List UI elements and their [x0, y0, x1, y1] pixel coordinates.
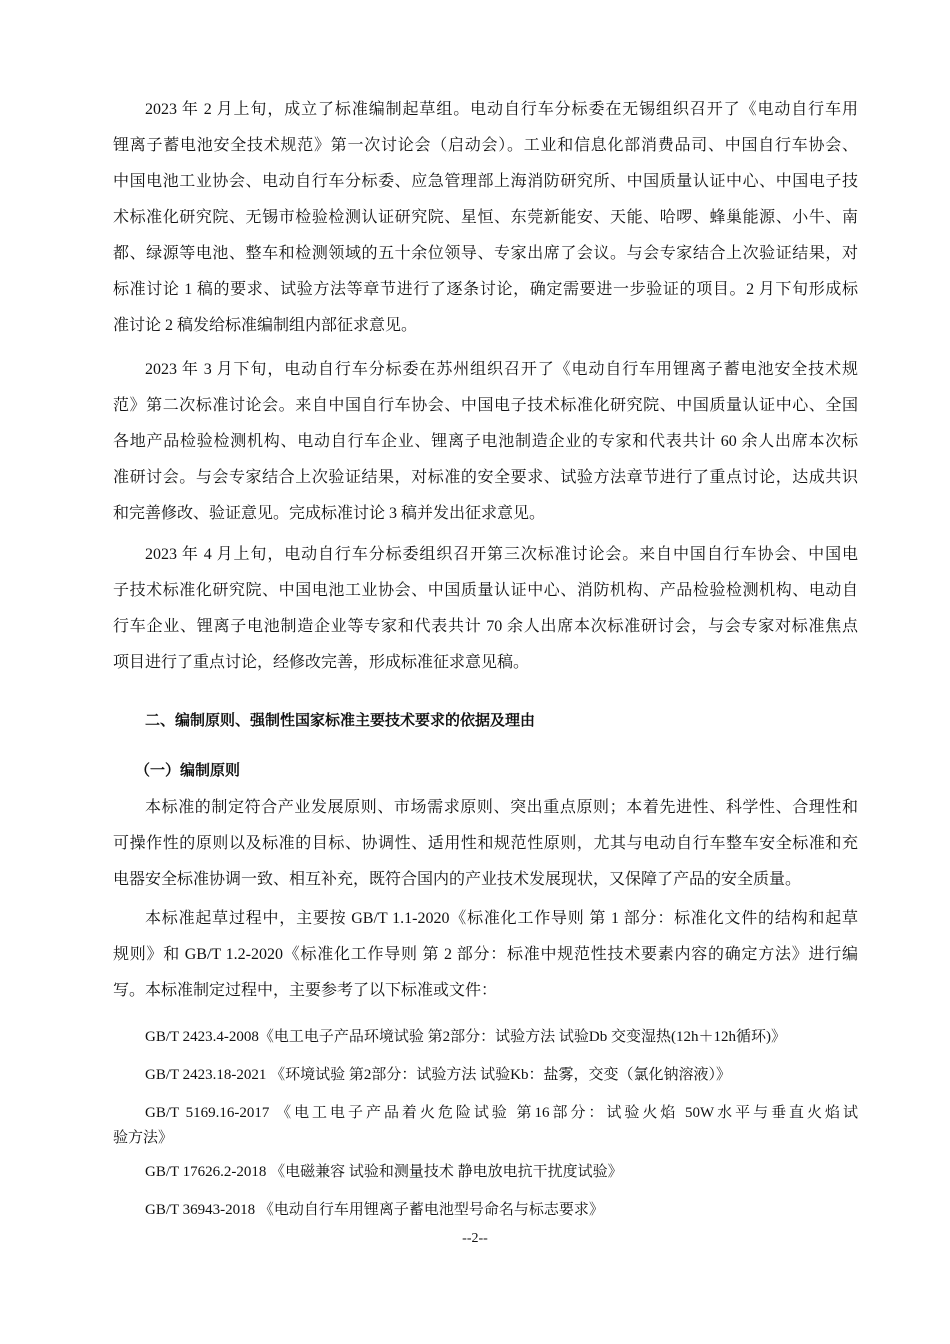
text-line: 准讨论 2 稿发给标准编制组内部征求意见。	[113, 317, 418, 334]
reference-item-continued: 验方法》	[113, 1130, 174, 1146]
text-line: 电器安全标准协调一致、相互补充，既符合国内的产业技术发展现状，又保障了产品的安全质量。	[113, 871, 802, 888]
reference-item: GB/T 5169.16-2017 《电工电子产品着火危险试验 第16部分：试验火焰 50W水平与垂直火焰试	[145, 1105, 858, 1121]
reference-item: GB/T 2423.18-2021 《环境试验 第2部分：试验方法 试验Kb：盐雾，交变（氯化钠溶液）》	[145, 1067, 731, 1083]
reference-item: GB/T 2423.4-2008《电工电子产品环境试验 第2部分：试验方法 试验Db 交变湿热(12h＋12h循环)》	[145, 1029, 786, 1045]
reference-item: GB/T 17626.2-2018 《电磁兼容 试验和测量技术 静电放电抗干扰度试验》	[145, 1164, 623, 1180]
text-line: 都、绿源等电池、整车和检测领域的五十余位领导、专家出席了会议。与会专家结合上次验证结果，对	[113, 245, 858, 262]
text-line: 行车企业、锂离子电池制造企业等专家和代表共计 70 余人出席本次标准研讨会，与会专家对标准焦点	[113, 618, 858, 635]
text-line: 中国电池工业协会、电动自行车分标委、应急管理部上海消防研究所、中国质量认证中心、中国电子技	[113, 173, 858, 190]
reference-item: GB/T 36943-2018 《电动自行车用锂离子蓄电池型号命名与标志要求》	[145, 1202, 604, 1218]
subsection-heading: （一）编制原则	[135, 761, 241, 779]
page-number: --2--	[462, 1231, 488, 1246]
text-line: 子技术标准化研究院、中国电池工业协会、中国质量认证中心、消防机构、产品检验检测机构、电动自	[113, 582, 858, 599]
text-line: 锂离子蓄电池安全技术规范》第一次讨论会（启动会）。工业和信息化部消费品司、中国自行车协会、	[113, 137, 858, 154]
text-line: 本标准的制定符合产业发展原则、市场需求原则、突出重点原则；本着先进性、科学性、合理性和	[145, 799, 858, 816]
text-line: 准研讨会。与会专家结合上次验证结果，对标准的安全要求、试验方法章节进行了重点讨论，达成共识	[113, 469, 858, 486]
text-line: 2023 年 4 月上旬，电动自行车分标委组织召开第三次标准讨论会。来自中国自行车协会、中国电	[145, 546, 858, 563]
text-line: 标准讨论 1 稿的要求、试验方法等章节进行了逐条讨论，确定需要进一步验证的项目。2 月下旬形成标	[113, 281, 858, 298]
text-line: 2023 年 3 月下旬，电动自行车分标委在苏州组织召开了《电动自行车用锂离子蓄电池安全技术规	[145, 361, 858, 378]
text-line: 术标准化研究院、无锡市检验检测认证研究院、星恒、东莞新能安、天能、哈啰、蜂巢能源、小牛、南	[113, 209, 858, 226]
text-line: 本标准起草过程中，主要按 GB/T 1.1-2020《标准化工作导则 第 1 部分：标准化文件的结构和起草	[145, 910, 858, 927]
text-line: 可操作性的原则以及标准的目标、协调性、适用性和规范性原则，尤其与电动自行车整车安全标准和充	[113, 835, 858, 852]
text-line: 范》第二次标准讨论会。来自中国自行车协会、中国电子技术标准化研究院、中国质量认证中心、全国	[113, 397, 858, 414]
text-line: 2023 年 2 月上旬，成立了标准编制起草组。电动自行车分标委在无锡组织召开了《电动自行车用	[145, 101, 858, 118]
section-heading: 二、编制原则、强制性国家标准主要技术要求的依据及理由	[145, 711, 536, 729]
text-line: 规则》和 GB/T 1.2-2020《标准化工作导则 第 2 部分：标准中规范性技术要素内容的确定方法》进行编	[113, 946, 858, 963]
text-line: 写。本标准制定过程中，主要参考了以下标准或文件：	[113, 982, 498, 999]
text-line: 和完善修改、验证意见。完成标准讨论 3 稿并发出征求意见。	[113, 505, 546, 522]
text-line: 各地产品检验检测机构、电动自行车企业、锂离子电池制造企业的专家和代表共计 60 余人出席本次标	[113, 433, 858, 450]
text-line: 项目进行了重点讨论，经修改完善，形成标准征求意见稿。	[113, 654, 530, 671]
